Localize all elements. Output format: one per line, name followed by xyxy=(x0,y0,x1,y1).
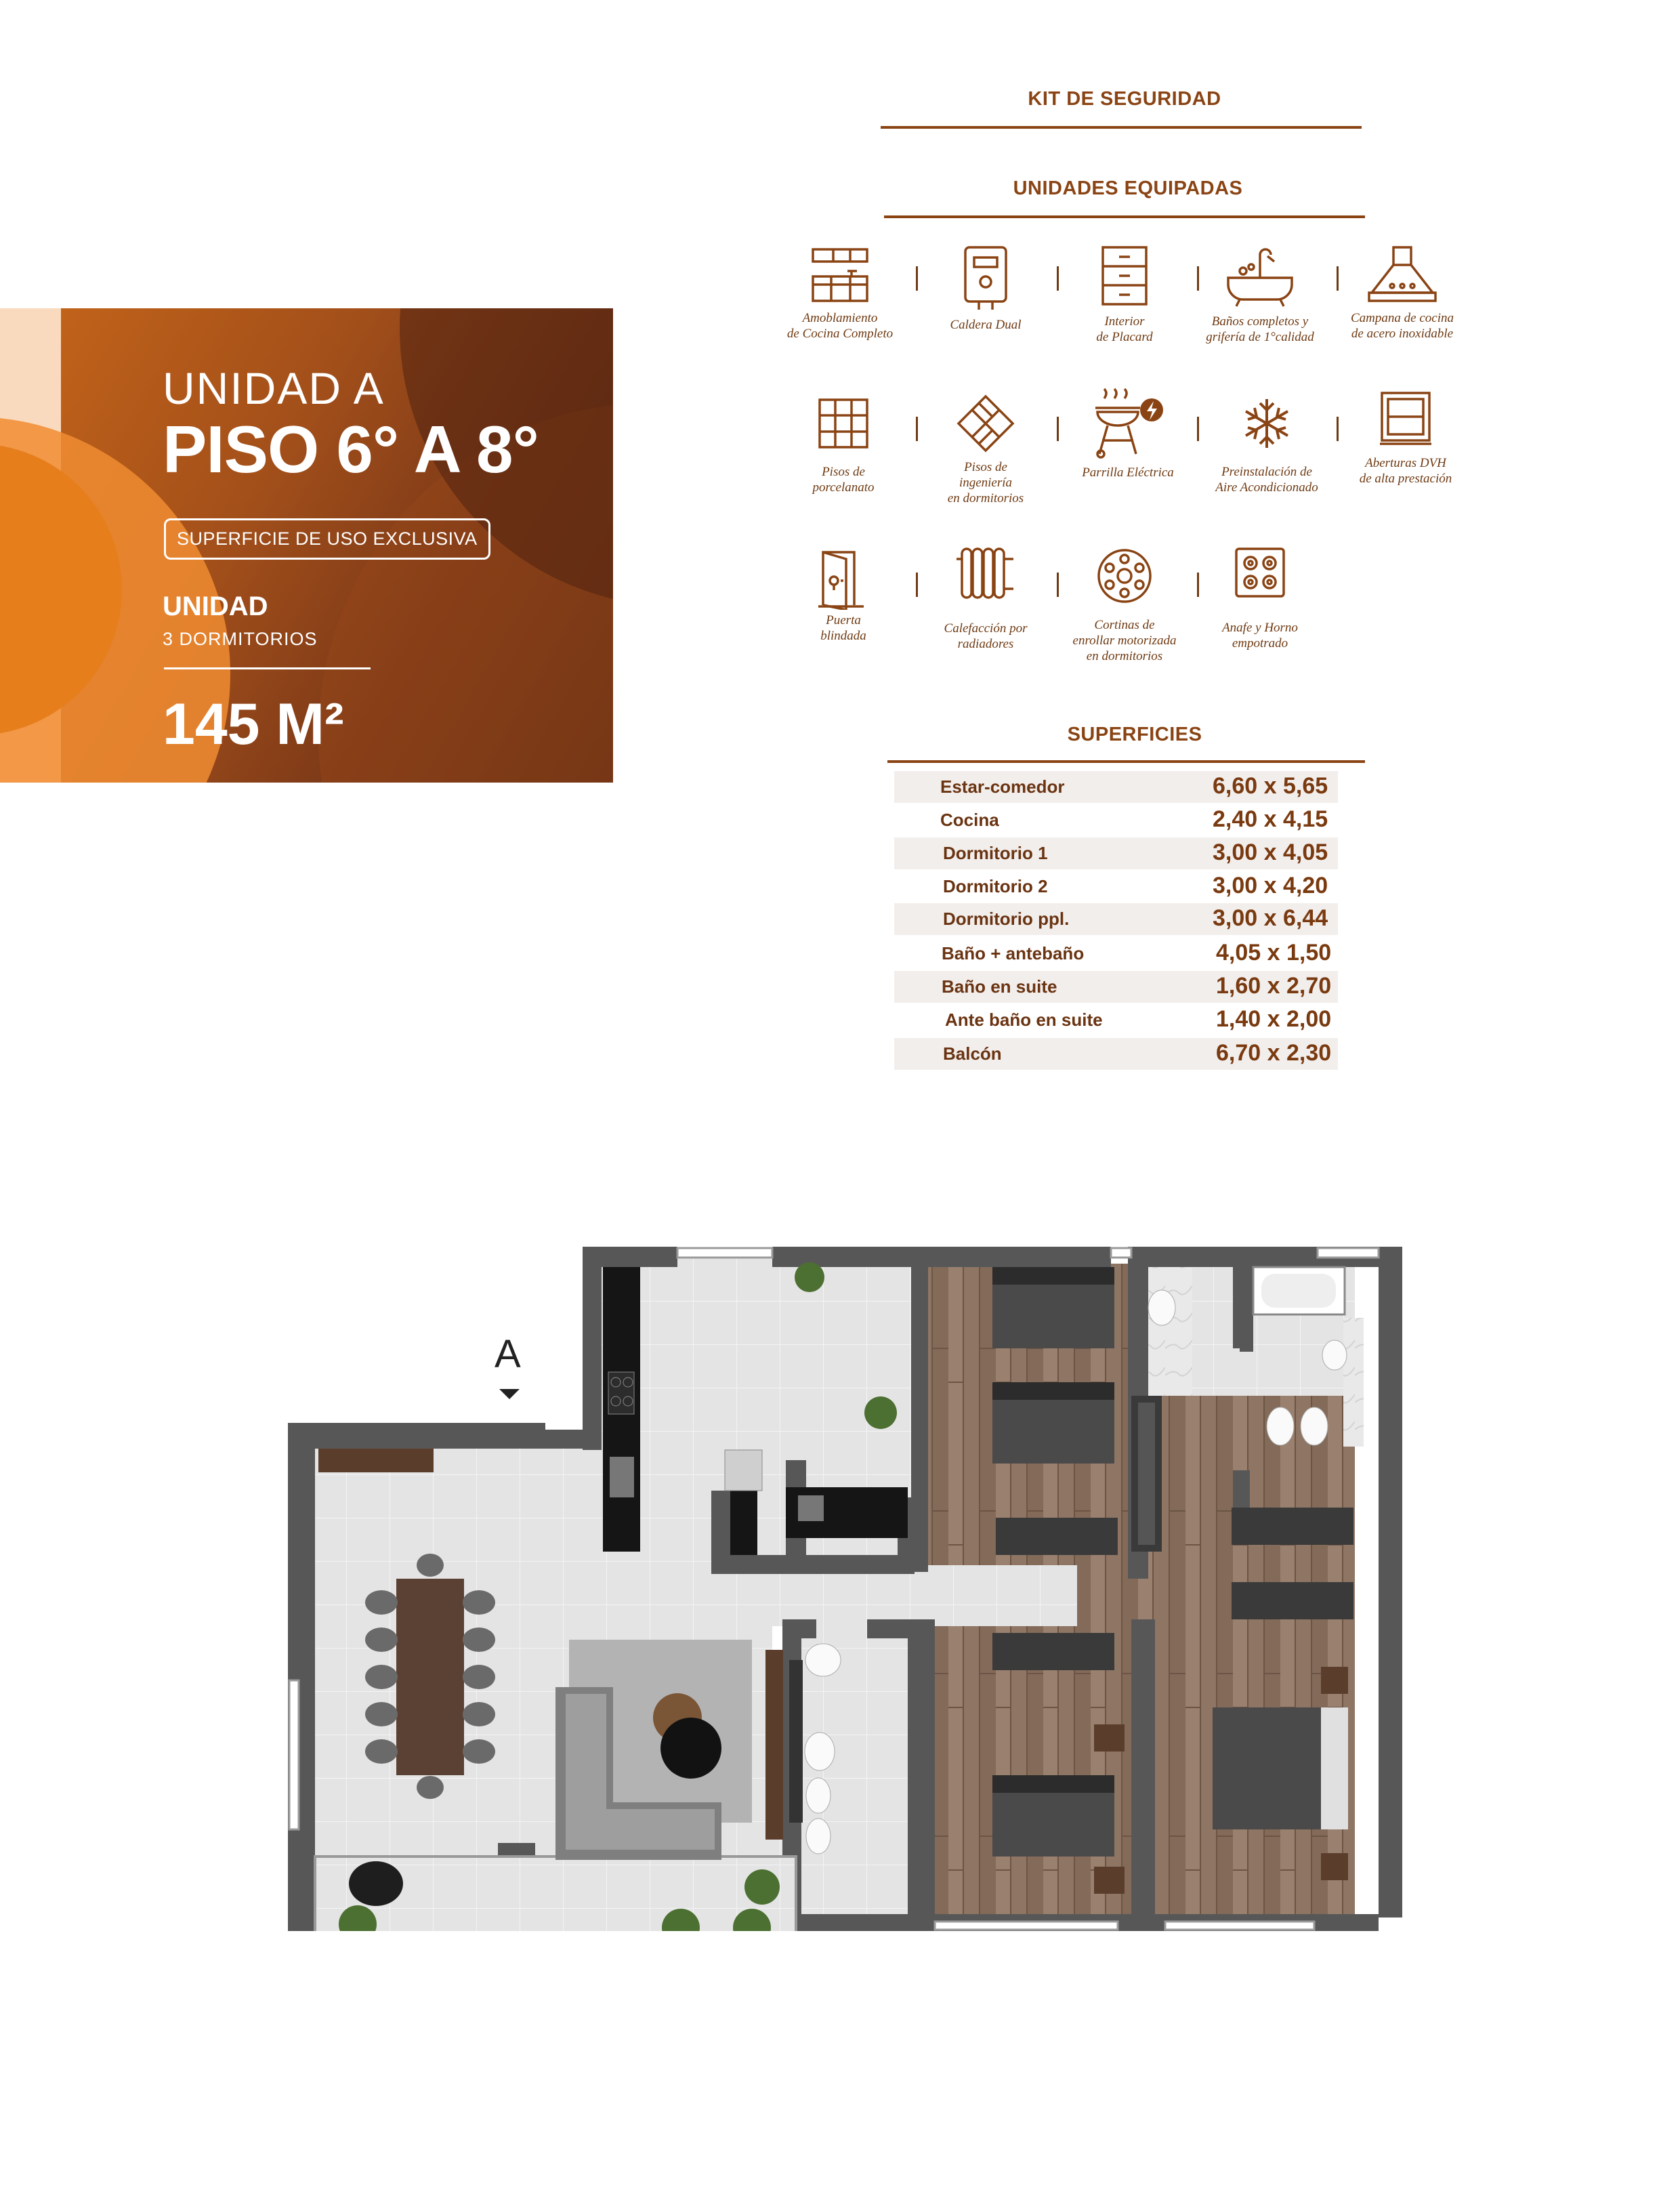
room-name: Baño + antebaño xyxy=(942,943,1085,963)
room-name: Dormitorio 1 xyxy=(943,843,1048,863)
security-kit-heading: KIT DE SEGURIDAD xyxy=(1028,88,1221,110)
room-name: Balcón xyxy=(943,1043,1002,1064)
unit-label: UNIDAD A xyxy=(163,363,385,413)
window-icon xyxy=(1379,390,1433,447)
room-name: Baño en suite xyxy=(942,976,1057,997)
bathtub-icon xyxy=(1223,244,1297,308)
amenity-roller-blinds xyxy=(1053,547,1196,664)
room-size: 4,05 x 1,50 xyxy=(1216,940,1332,966)
table-row xyxy=(894,903,1338,935)
table-row xyxy=(894,1004,1338,1036)
amenity-label: Preinstalación de Aire Acondicionado xyxy=(1215,465,1318,495)
amenity-cooktop xyxy=(1189,545,1331,651)
table-row xyxy=(894,938,1338,970)
room-name: Cocina xyxy=(940,810,999,830)
amenity-range-hood xyxy=(1331,244,1473,341)
surface-badge: SUPERFICIE DE USO EXCLUSIVA xyxy=(164,518,490,560)
room-name: Dormitorio ppl. xyxy=(943,909,1070,929)
amenity-label: Cortinas de enrollar motorizada en dormitorios xyxy=(1072,618,1177,663)
kitchen-furniture-icon xyxy=(810,244,870,305)
amenity-label: Baños completos y grifería de 1°calidad xyxy=(1206,314,1314,344)
amenity-label: Caldera Dual xyxy=(950,318,1022,332)
room-size: 6,60 x 5,65 xyxy=(1213,773,1328,799)
closet-icon xyxy=(1097,244,1152,308)
room-size: 1,40 x 2,00 xyxy=(1216,1006,1332,1032)
amenity-label: Amoblamiento de Cocina Completo xyxy=(786,311,894,341)
amenity-label: Calefacción por radiadores xyxy=(944,621,1028,651)
table-row xyxy=(894,837,1338,869)
amenity-armored-door xyxy=(772,545,915,644)
amenity-windows xyxy=(1335,390,1477,486)
amenity-wood-floor xyxy=(915,393,1057,506)
amenity-tile-floor xyxy=(772,396,915,495)
hero-divider xyxy=(164,667,371,669)
floor-label: PISO 6° A 8° xyxy=(163,412,539,486)
bedroom-count: 3 DORMITORIOS xyxy=(163,629,318,649)
room-name: Ante baño en suite xyxy=(945,1010,1103,1030)
room-size: 3,00 x 4,20 xyxy=(1213,873,1328,898)
amenity-closet xyxy=(1053,244,1196,345)
amenity-bathroom xyxy=(1189,244,1331,345)
amenity-grill xyxy=(1057,386,1199,480)
surfaces-heading: SUPERFICIES xyxy=(1067,724,1202,745)
unit-title: UNIDAD xyxy=(163,592,268,621)
range-hood-icon xyxy=(1365,244,1440,305)
armored-door-icon xyxy=(816,545,870,610)
amenity-label: Pisos de porcelanato xyxy=(812,465,875,495)
wood-floor-icon xyxy=(955,393,1016,454)
amenity-label: Aberturas DVH de alta prestación xyxy=(1359,456,1452,486)
room-size: 3,00 x 6,44 xyxy=(1213,905,1328,931)
tile-floor-icon xyxy=(816,396,870,451)
table-row xyxy=(894,771,1338,803)
living-room xyxy=(555,1640,803,1860)
amenity-label: Pisos de ingeniería en dormitorios xyxy=(947,460,1024,505)
amenity-label: Puerta blindada xyxy=(820,613,866,643)
unit-area: 145 M² xyxy=(163,692,344,757)
amenity-radiator xyxy=(915,545,1057,652)
roller-blind-icon xyxy=(1096,547,1154,605)
amenity-label: Parrilla Eléctrica xyxy=(1082,465,1174,480)
amenity-label: Interior de Placard xyxy=(1096,314,1153,344)
amenity-boiler xyxy=(915,244,1057,333)
room-name: Dormitorio 2 xyxy=(943,876,1048,896)
room-name: Estar-comedor xyxy=(940,776,1065,797)
radiator-icon xyxy=(955,545,1016,603)
snowflake-icon xyxy=(1240,396,1294,451)
table-row xyxy=(894,871,1338,903)
room-size: 1,60 x 2,70 xyxy=(1216,973,1332,999)
section-marker xyxy=(499,1389,520,1399)
cooktop-oven-icon xyxy=(1233,545,1287,600)
table-row xyxy=(894,971,1338,1003)
unit-hero-card xyxy=(0,308,613,783)
room-size: 2,40 x 4,15 xyxy=(1213,806,1328,832)
room-size: 6,70 x 2,30 xyxy=(1216,1040,1332,1066)
boiler-icon xyxy=(955,244,1016,312)
planter-box xyxy=(318,1449,434,1472)
equipped-units-rule xyxy=(884,215,1365,218)
room-size: 3,00 x 4,05 xyxy=(1213,839,1328,865)
amenity-kitchen xyxy=(769,244,911,341)
floor-plan xyxy=(281,1233,1412,1931)
security-kit-rule xyxy=(881,126,1362,129)
lounge-chair xyxy=(349,1861,403,1906)
table-row xyxy=(894,1038,1338,1070)
section-marker-label: A xyxy=(495,1332,521,1376)
surfaces-rule xyxy=(887,760,1365,763)
equipped-units-heading: UNIDADES EQUIPADAS xyxy=(1013,178,1243,199)
electric-grill-icon xyxy=(1087,386,1169,461)
amenity-air-conditioning xyxy=(1196,396,1338,495)
amenity-label: Anafe y Horno empotrado xyxy=(1222,621,1298,650)
table-row xyxy=(894,804,1338,836)
amenity-label: Campana de cocina de acero inoxidable xyxy=(1351,311,1454,341)
